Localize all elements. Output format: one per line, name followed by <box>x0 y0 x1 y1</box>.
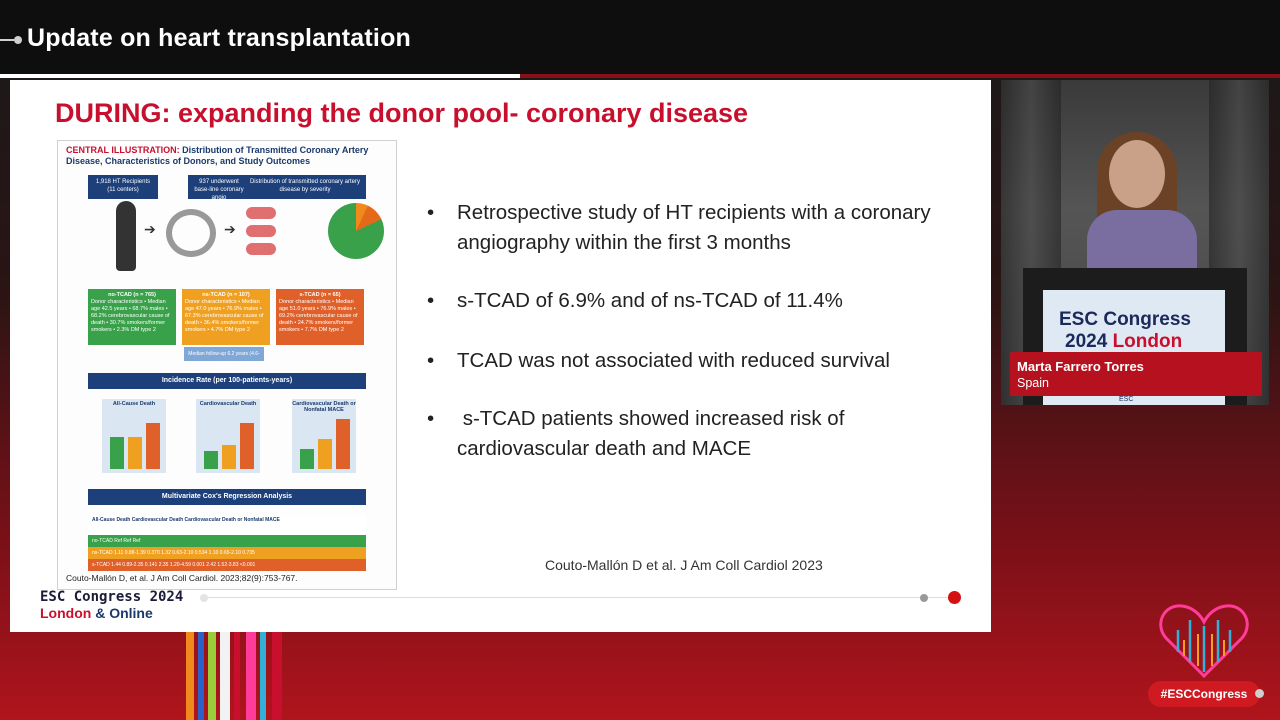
stripe <box>260 632 266 720</box>
bar <box>146 423 160 469</box>
bar <box>336 419 350 469</box>
table-row: no-TCAD Ref Ref Ref <box>88 535 366 547</box>
slide-title: DURING: expanding the donor pool- coronary disease <box>55 98 749 128</box>
severity-pie-chart <box>328 203 384 259</box>
angio-box: 937 underwent base-line coronary angio <box>188 175 250 199</box>
stripe <box>234 632 240 720</box>
bullet-list <box>427 198 947 492</box>
bullet-item: • s-TCAD of 6.9% and of ns-TCAD of 11.4% <box>427 286 947 316</box>
group-text: Donor characteristics • Median age 47.0 years • 76.9% males • 67.3% cerebrovascular cause of death • 36.4% smokers/former smokers • 4.7% DM type 2 <box>185 299 264 333</box>
screen-year: 2024 <box>1065 331 1108 352</box>
vessel-icon <box>246 225 276 237</box>
regression-band: Multivariate Cox's Regression Analysis <box>88 489 366 505</box>
decorative-stripes <box>186 632 306 720</box>
panel-label: Cardiovascular Death <box>199 401 257 407</box>
group-s-tcad <box>276 289 364 345</box>
panel-label: All-Cause Death <box>112 401 156 407</box>
stripe <box>272 632 282 720</box>
lectern-screen-line2 <box>1065 331 1182 353</box>
bar <box>204 451 218 469</box>
bullet-item: • Retrospective study of HT recipients with a coronary angiography within the first 3 months <box>427 198 947 257</box>
speaker-caption <box>1010 352 1262 396</box>
progress-dot-icon <box>200 594 208 602</box>
logo-city: London <box>40 605 92 621</box>
group-text: Donor characteristics • Median age 51.0 years • 76.9% males • 69.2% cerebrovascular cause of death • 24.7% smokers/former smokers • 7.7% DM type 2 <box>279 299 358 333</box>
logo-amp: & <box>91 605 110 621</box>
slide-reference: Couto-Mallón D et al. J Am Coll Cardiol 2023 <box>545 557 823 573</box>
illustration-citation: Couto-Mallón D, et al. J Am Coll Cardiol. 2023;82(9):753-767. <box>66 573 298 583</box>
group-ns-tcad <box>182 289 270 345</box>
esc-congress-logo <box>40 589 183 621</box>
broadcast-header <box>0 0 1280 78</box>
bar <box>222 445 236 469</box>
hashtag-badge: #ESCCongress <box>1148 681 1260 707</box>
panel-label: Cardiovascular Death or Nonfatal MACE <box>292 401 356 413</box>
presentation-slide <box>10 80 991 632</box>
header-dot-icon <box>14 36 22 44</box>
header-line-decor <box>0 39 14 41</box>
table-row: ns-TCAD 1.11 0.88-1.39 0.370 1.32 0.63-2.10 0.534 1.10 0.65-2.10 0.735 <box>88 547 366 559</box>
screen-city: London <box>1112 331 1183 352</box>
followup-label: Median follow-up 6.2 years (4.6-9.3) <box>184 347 264 361</box>
group-title: s-TCAD (n = 65) <box>299 292 341 298</box>
session-title: Update on heart transplantation <box>27 24 412 52</box>
central-illustration <box>57 140 397 590</box>
incidence-panel <box>292 399 356 473</box>
arrow-right-icon: ➔ <box>224 221 236 237</box>
table-row: s-TCAD 1.44 0.89-2.35 0.141 2.35 1.20-4.59 0.001 2.42 1.52-3.83 <0.001 <box>88 559 366 571</box>
header-underline <box>0 74 520 78</box>
table-header: All-Cause Death Cardiovascular Death Cardiovascular Death or Nonfatal MACE <box>88 515 366 535</box>
recipients-box: 1,918 HT Recipients (11 centers) <box>88 175 158 199</box>
logo-line2 <box>40 605 183 621</box>
slide-progress-line <box>208 597 950 598</box>
incidence-panel <box>102 399 166 473</box>
illustration-heading <box>66 145 391 167</box>
distribution-box: Distribution of transmitted coronary artery disease by severity <box>244 175 366 199</box>
stripe <box>198 632 204 720</box>
speaker-name: Marta Farrero Torres <box>1017 359 1144 374</box>
regression-table <box>88 515 366 571</box>
speaker-country: Spain <box>1017 376 1049 390</box>
bar <box>110 437 124 469</box>
stripe <box>186 632 194 720</box>
stripe <box>246 632 256 720</box>
header-accent-line <box>520 74 1280 78</box>
speaker-face <box>1109 140 1165 208</box>
bullet-item: • TCAD was not associated with reduced survival <box>427 346 947 376</box>
bullet-item: • s-TCAD patients showed increased risk of cardiovascular death and MACE <box>427 404 947 463</box>
stripe <box>220 632 230 720</box>
esc-heart-logo-icon <box>1158 600 1250 680</box>
illustration-heading-label: CENTRAL ILLUSTRATION: <box>66 145 180 155</box>
incidence-panel <box>196 399 260 473</box>
bar <box>300 449 314 469</box>
group-title: ns-TCAD (n = 107) <box>202 292 250 298</box>
bar <box>128 437 142 469</box>
bar <box>240 423 254 469</box>
arrow-right-icon: ➔ <box>144 221 156 237</box>
vessel-icon <box>246 207 276 219</box>
group-no-tcad <box>88 289 176 345</box>
hashtag-dot-icon <box>1255 689 1264 698</box>
bar <box>318 439 332 469</box>
human-figure-icon <box>116 201 136 271</box>
stripe <box>208 632 216 720</box>
group-text: Donor characteristics • Median age 42.5 years • 68.7% males • 68.2% cerebrovascular cause of death • 30.7% smokers/former smokers • 2.3% DM type 2 <box>91 299 170 333</box>
logo-line1: ESC Congress 2024 <box>40 589 184 605</box>
progress-dot-icon <box>920 594 928 602</box>
esc-small-logo: ESC <box>1119 396 1134 403</box>
illustration-heading-text: Distribution of Transmitted Coronary Artery Disease, Characteristics of Donors, and Study Outcomes <box>66 145 369 166</box>
logo-online: Online <box>109 605 153 621</box>
angiography-machine-icon <box>166 209 216 257</box>
group-title: no-TCAD (n = 765) <box>108 292 156 298</box>
lectern-screen-line1: ESC Congress <box>1059 309 1191 330</box>
progress-current-dot-icon <box>948 591 961 604</box>
incidence-band: Incidence Rate (per 100-patients-years) <box>88 373 366 389</box>
vessel-icon <box>246 243 276 255</box>
